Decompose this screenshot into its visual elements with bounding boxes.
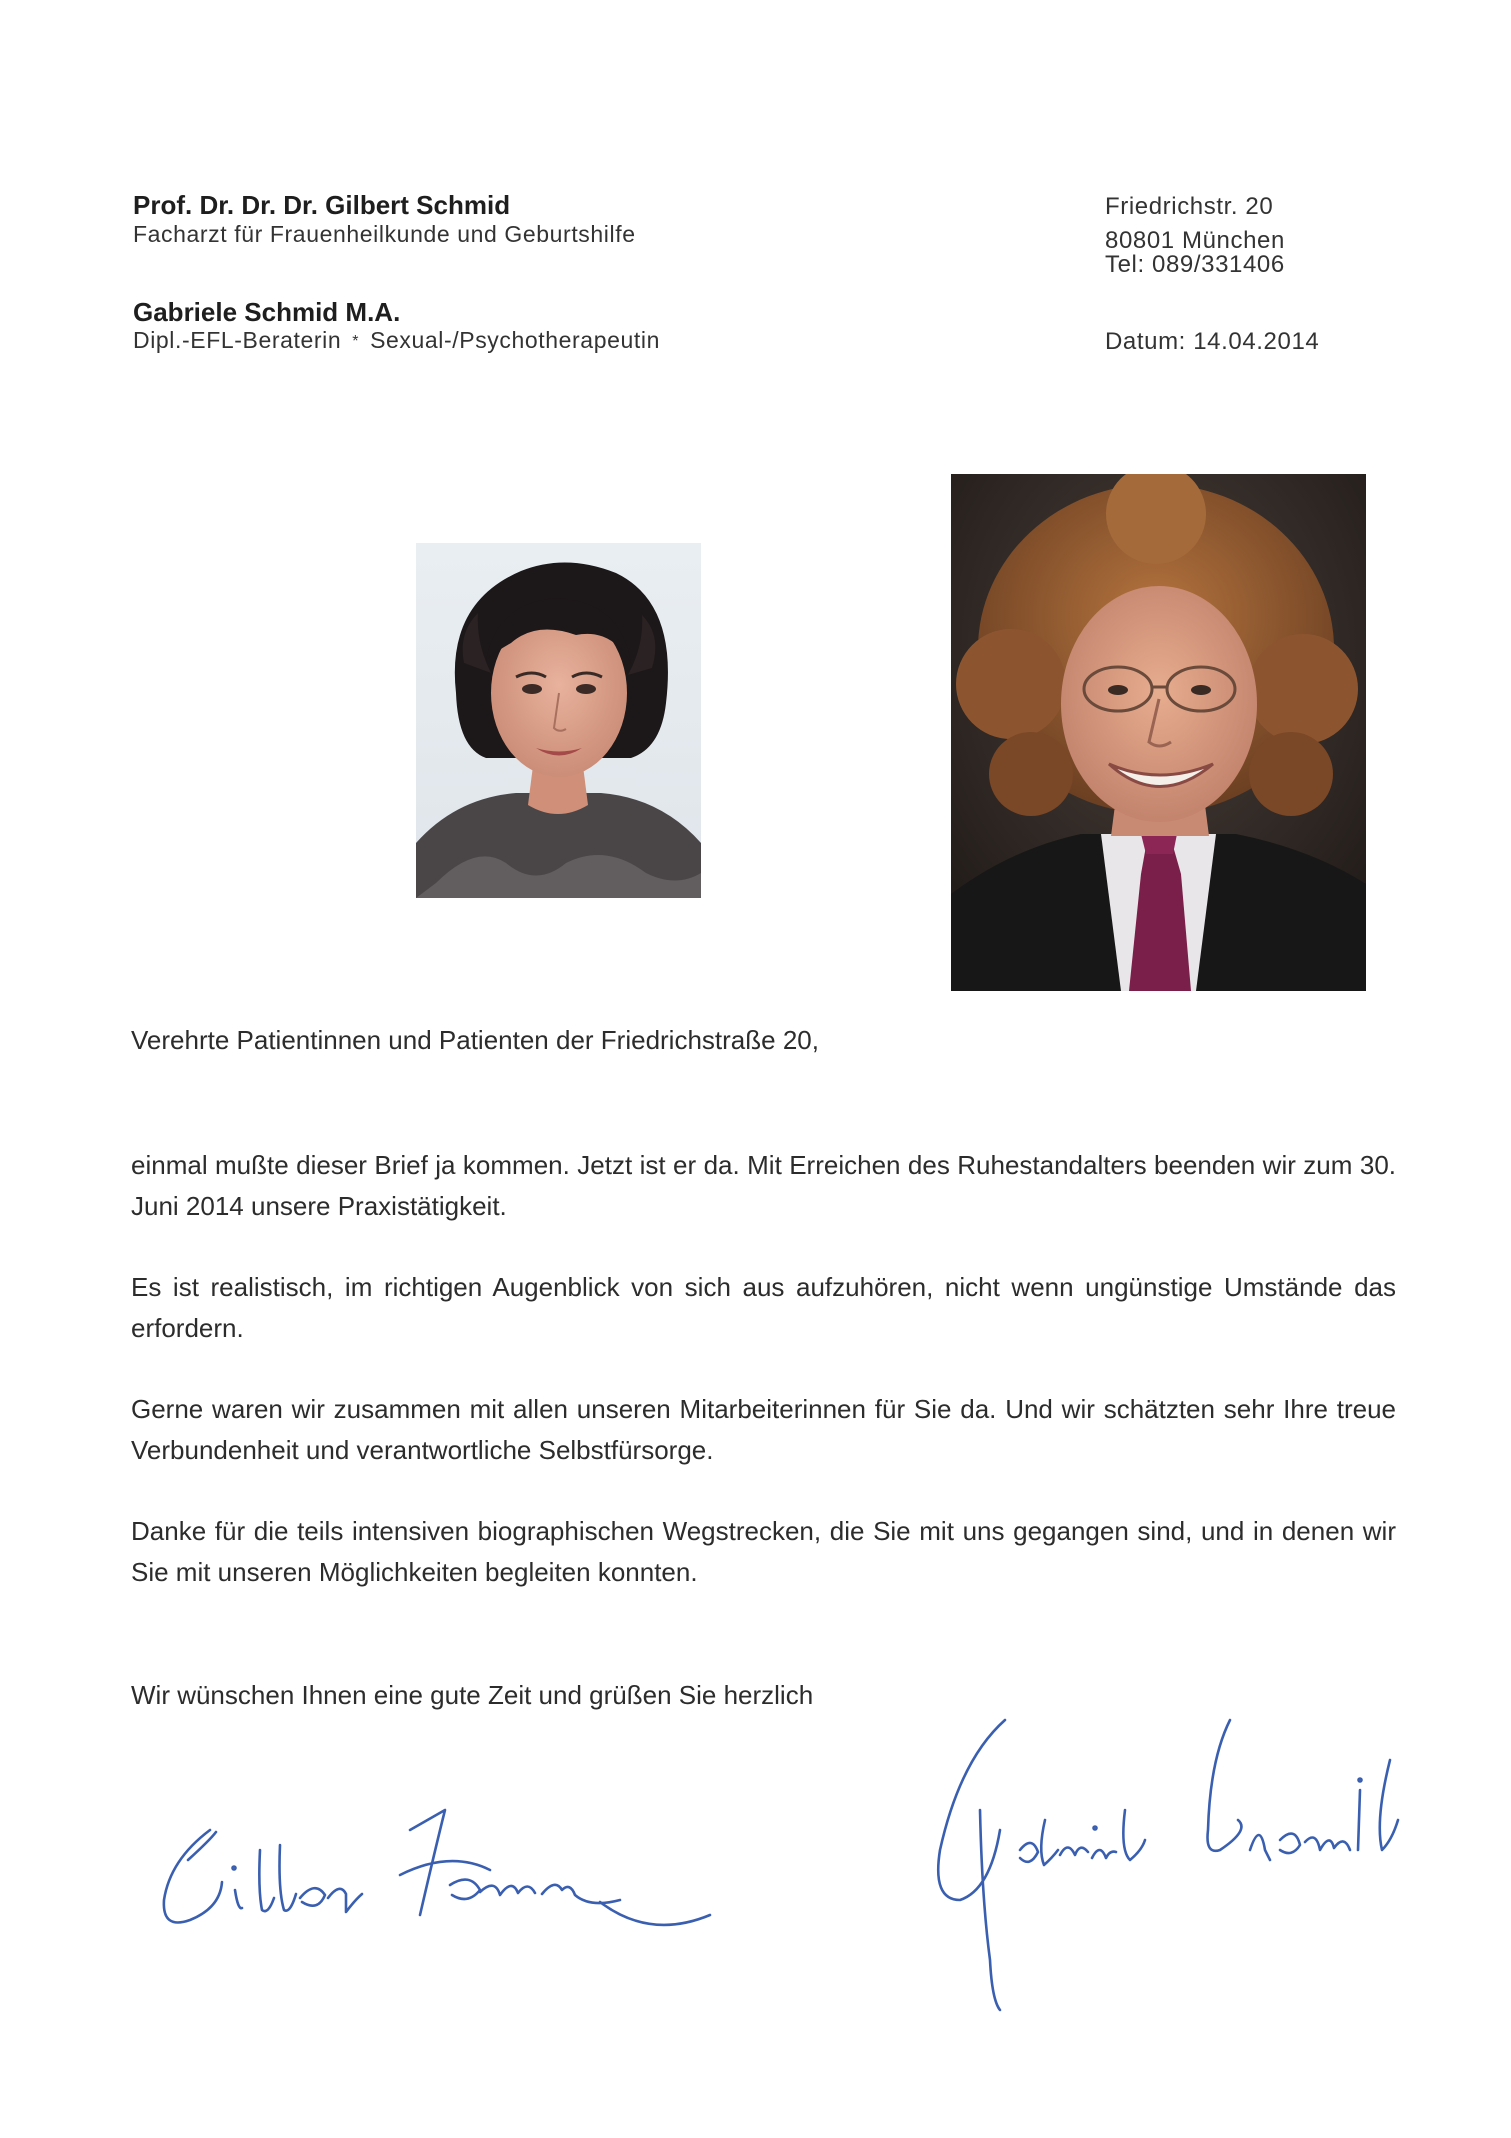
letter-paragraph-4: Danke für die teils intensiven biographischen Wegstrecken, die Sie mit uns gegangen sind, und in denen wir Sie mit unseren Möglichkeiten begleiten konnten. xyxy=(131,1516,1396,1587)
woman-portrait-photo xyxy=(416,543,701,898)
sender-title-2 xyxy=(133,327,660,354)
letter-closing: Wir wünschen Ihnen eine gute Zeit und grüßen Sie herzlich xyxy=(131,1680,814,1710)
letter-salutation: Verehrte Patientinnen und Patienten der Friedrichstraße 20, xyxy=(131,1025,819,1055)
letter-date: Datum: 14.04.2014 xyxy=(1105,328,1320,355)
address-phone: Tel: 089/331406 xyxy=(1105,251,1285,278)
sender-name-1: Prof. Dr. Dr. Dr. Gilbert Schmid xyxy=(133,190,511,220)
address-street: Friedrichstr. 20 xyxy=(1105,193,1274,220)
letter-paragraph-1: einmal mußte dieser Brief ja kommen. Jetzt ist er da. Mit Erreichen des Ruhestandalters beenden wir zum 30. Juni 2014 unsere Praxistätigkeit. xyxy=(131,1150,1396,1221)
letter-paragraph-3: Gerne waren wir zusammen mit allen unseren Mitarbeiterinnen für Sie da. Und wir schätzten sehr Ihre treue Verbundenheit und verantwortliche Selbstfürsorge. xyxy=(131,1394,1396,1465)
letter-paragraph-2: Es ist realistisch, im richtigen Augenblick von sich aus aufzuhören, nicht wenn ungünstige Umstände das erfordern. xyxy=(131,1272,1396,1343)
signature-gabriele-schmid xyxy=(920,1700,1480,2020)
address-city: 80801 München xyxy=(1105,227,1285,254)
sender-title-1: Facharzt für Frauenheilkunde und Geburtshilfe xyxy=(133,221,636,247)
separator-star: * xyxy=(352,332,360,350)
signature-gilbert-schmid xyxy=(150,1790,790,1960)
sender-title-2b: Sexual-/Psychotherapeutin xyxy=(370,327,660,353)
man-portrait-photo xyxy=(951,474,1366,991)
sender-title-2a: Dipl.-EFL-Beraterin xyxy=(133,327,342,353)
sender-name-2: Gabriele Schmid M.A. xyxy=(133,297,401,327)
